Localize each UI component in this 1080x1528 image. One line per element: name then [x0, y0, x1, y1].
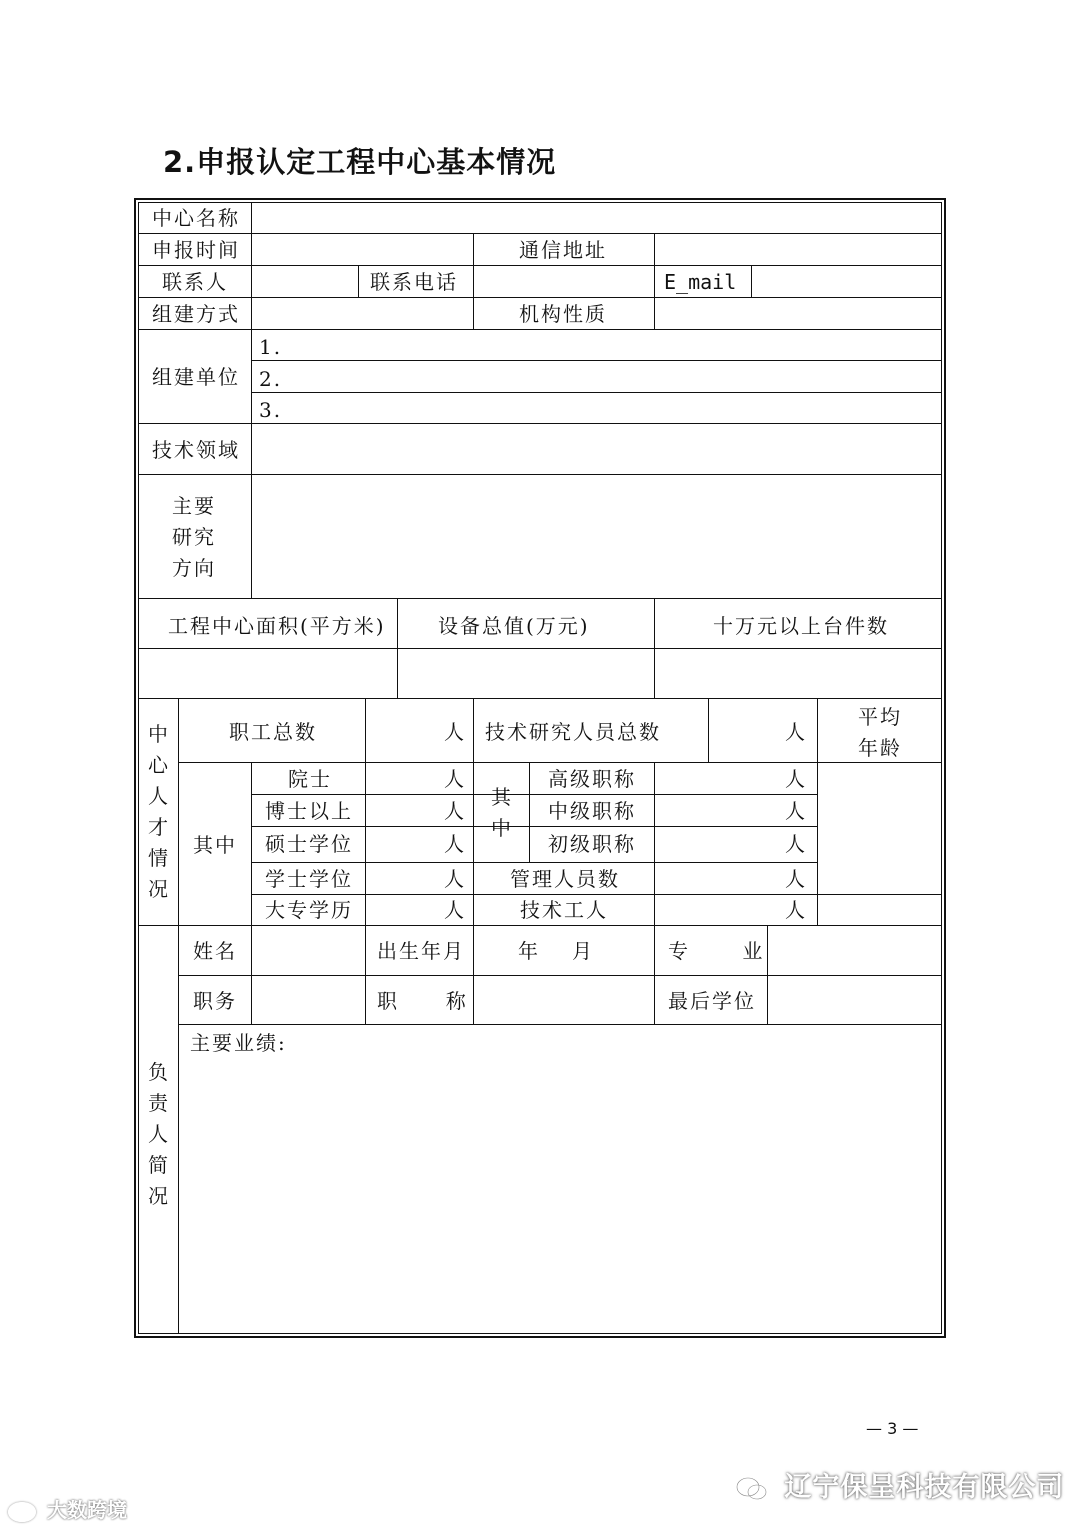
- col-divider: [817, 698, 818, 925]
- row-divider: [138, 329, 942, 330]
- label-area: 工程中心面积(平方米): [168, 614, 386, 638]
- col-divider: [473, 698, 474, 762]
- col-divider: [751, 265, 752, 297]
- col-divider: [365, 698, 366, 762]
- label-achievements: 主要业绩:: [190, 1031, 287, 1055]
- label-tech-workers: 技术工人: [520, 898, 608, 922]
- col-divider: [654, 925, 655, 1024]
- col-divider: [365, 762, 366, 925]
- label-managers: 管理人员数: [510, 867, 620, 891]
- row-divider: [138, 474, 942, 475]
- label-email: E_mail: [664, 270, 737, 294]
- label-org-nature: 机构性质: [519, 302, 607, 326]
- row-divider: [138, 423, 942, 424]
- row-divider: [251, 392, 942, 393]
- label-unit-2: 2.: [259, 367, 283, 391]
- col-divider: [473, 762, 474, 925]
- unit-person: 人: [444, 867, 466, 891]
- label-month: 月: [572, 939, 594, 963]
- label-position: 职务: [193, 989, 237, 1013]
- row-divider: [251, 794, 817, 795]
- label-researcher-total: 技术研究人员总数: [485, 720, 661, 744]
- label-junior-title: 初级职称: [548, 832, 636, 856]
- logo-icon: [8, 1502, 36, 1522]
- col-divider: [654, 265, 655, 297]
- row-divider: [251, 894, 942, 895]
- col-divider: [251, 202, 252, 598]
- label-phone: 联系电话: [370, 270, 458, 294]
- label-mail-address: 通信地址: [519, 238, 607, 262]
- unit-person: 人: [444, 720, 466, 744]
- label-year: 年: [518, 939, 540, 963]
- col-divider: [473, 233, 474, 265]
- watermark-left: [8, 1494, 127, 1523]
- label-build-units: 组建单位: [152, 365, 240, 389]
- label-contact: 联系人: [162, 270, 228, 294]
- unit-person: 人: [444, 832, 466, 856]
- label-center-name: 中心名称: [152, 206, 240, 230]
- form-title: 2.申报认定工程中心基本情况: [163, 145, 557, 179]
- watermark-left-text: 大数跨境: [46, 1498, 127, 1522]
- row-divider: [178, 1024, 942, 1025]
- unit-person: 人: [785, 799, 807, 823]
- row-divider: [138, 265, 942, 266]
- col-divider: [708, 698, 709, 762]
- row-divider: [138, 648, 942, 649]
- unit-person: 人: [785, 867, 807, 891]
- col-divider: [251, 762, 252, 925]
- col-divider: [654, 233, 655, 265]
- unit-person: 人: [785, 898, 807, 922]
- label-main-research: 主要研究方向: [172, 494, 216, 580]
- label-bachelor: 学士学位: [265, 867, 353, 891]
- label-equipment-value: 设备总值(万元): [438, 614, 590, 638]
- label-build-mode: 组建方式: [152, 302, 240, 326]
- label-phd: 博士以上: [265, 799, 353, 823]
- col-divider: [654, 297, 655, 329]
- col-divider: [358, 265, 359, 297]
- row-divider: [138, 698, 942, 699]
- label-talent-section: 中心人才情况: [148, 722, 168, 901]
- label-unit-3: 3.: [259, 398, 283, 422]
- label-name: 姓名: [193, 939, 237, 963]
- row-divider: [251, 360, 942, 361]
- wechat-icon: [736, 1476, 768, 1502]
- label-avg-age: 平均年龄: [858, 705, 902, 760]
- unit-person: 人: [444, 767, 466, 791]
- watermark-right-text: 辽宁保呈科技有限公司: [784, 1472, 1065, 1503]
- col-divider: [397, 598, 398, 698]
- watermark-right: [736, 1465, 1064, 1504]
- label-of-which: 其中: [193, 833, 237, 857]
- label-leader-section: 负责人简况: [148, 1060, 168, 1208]
- col-divider: [365, 925, 366, 1024]
- col-divider: [178, 698, 179, 1334]
- row-divider: [138, 233, 942, 234]
- unit-person: 人: [785, 767, 807, 791]
- label-apply-time: 申报时间: [152, 238, 240, 262]
- label-mid-title: 中级职称: [548, 799, 636, 823]
- unit-person: 人: [785, 832, 807, 856]
- label-unit-1: 1.: [259, 335, 283, 359]
- label-of-which-2: 其中: [491, 785, 511, 840]
- col-divider: [767, 925, 768, 1024]
- label-master: 硕士学位: [265, 832, 353, 856]
- col-divider: [654, 762, 655, 925]
- label-units-over-100k: 十万元以上台件数: [713, 614, 889, 638]
- label-academician: 院士: [288, 767, 332, 791]
- row-divider: [138, 297, 942, 298]
- col-divider: [473, 265, 474, 297]
- unit-person: 人: [444, 799, 466, 823]
- col-divider: [529, 762, 530, 862]
- col-divider: [654, 598, 655, 698]
- row-divider: [138, 925, 942, 926]
- col-divider: [251, 925, 252, 1024]
- row-divider: [178, 975, 942, 976]
- row-divider: [138, 598, 942, 599]
- page-number: — 3 —: [866, 1419, 919, 1438]
- label-staff-total: 职工总数: [229, 720, 317, 744]
- label-title: 职 称: [377, 989, 478, 1013]
- row-divider: [251, 862, 817, 863]
- label-tech-field: 技术领域: [152, 438, 240, 462]
- row-divider: [178, 762, 942, 763]
- label-major: 专 业: [668, 939, 765, 963]
- row-divider: [251, 826, 817, 827]
- col-divider: [473, 297, 474, 329]
- unit-person: 人: [785, 720, 807, 744]
- label-senior-title: 高级职称: [548, 767, 636, 791]
- unit-person: 人: [444, 898, 466, 922]
- label-college: 大专学历: [265, 898, 353, 922]
- label-last-degree: 最后学位: [668, 989, 756, 1013]
- label-birth: 出生年月: [377, 939, 465, 963]
